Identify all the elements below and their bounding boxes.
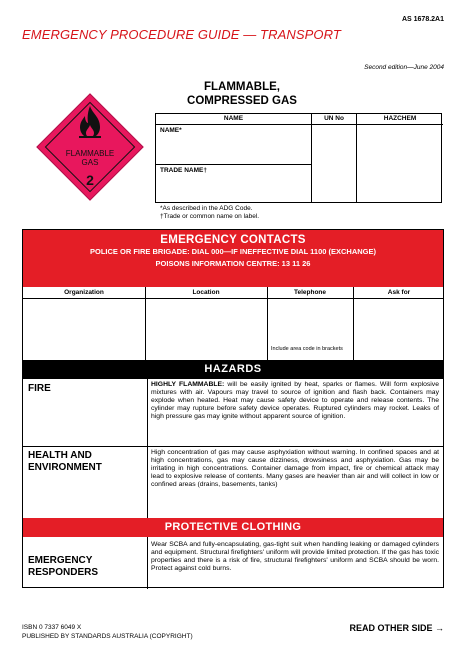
- footer-publication-info: [22, 623, 193, 641]
- responders-label: [28, 555, 98, 579]
- footnote-name: *As described in the ADG Code.: [160, 205, 253, 212]
- name-header: NAME: [156, 114, 311, 125]
- emergency-section: [22, 229, 444, 588]
- hazard-label-health-line1: HEALTH AND: [28, 450, 92, 461]
- emergency-contacts-title: EMERGENCY CONTACTS: [160, 234, 306, 246]
- un-number-column: [312, 114, 357, 202]
- hazard-text-health: High concentration of gas may cause asphyxiation without warning. In confined spaces and at high concentrations, gas may cause dizziness, drowsiness and asphyxiation. Gas may be irritating in high concentrations. Container damage from impact, fire or chemical attack may lead to explosive release of contents. Many gases are heavier than air and will collect in low or confined areas (drains, basements, tanks): [151, 449, 439, 488]
- telephone-header: Telephone: [293, 289, 327, 296]
- diamond-label-line1: FLAMMABLE: [65, 149, 115, 158]
- page-title: EMERGENCY PROCEDURE GUIDE — TRANSPORT: [22, 27, 341, 42]
- hazard-label-health: [28, 450, 102, 474]
- emergency-contacts-bar: [23, 230, 443, 287]
- class-label-line2: COMPRESSED GAS: [187, 95, 297, 107]
- responders-label-line2: RESPONDERS: [28, 567, 99, 578]
- hazard-row-health: [23, 447, 443, 518]
- location-header: Location: [192, 289, 220, 296]
- hazard-lead-fire: HIGHLY FLAMMABLE:: [151, 381, 225, 388]
- identification-table: [155, 113, 442, 203]
- standard-code: AS 1678.2A1: [401, 16, 444, 23]
- isbn: ISBN 0 7337 6049 X: [22, 624, 82, 631]
- trade-name-label: TRADE NAME†: [160, 167, 207, 174]
- read-other-side-link[interactable]: READ OTHER SIDE →: [349, 623, 444, 633]
- telephone-note: Include area code in brackets: [271, 346, 343, 352]
- hazards-bar: HAZARDS: [23, 360, 443, 379]
- flame-icon: [76, 105, 104, 139]
- name-divider: [156, 164, 311, 165]
- row-divider: [147, 447, 148, 518]
- responders-text: Wear SCBA and fully-encapsulating, gas-tight suit when handling leaking or damaged cylinders and equipment. Structural firefighters' uniform will provide limited protection. If the gas has toxic properties and there is a risk of fire, structural firefighters' uniform and SCBA should be worn. Protect against cold burns.: [151, 541, 439, 572]
- diamond-label: [50, 149, 130, 167]
- column-divider: [353, 287, 354, 360]
- hazard-label-health-line2: ENVIRONMENT: [28, 462, 102, 473]
- diamond-label-line2: GAS: [81, 158, 99, 167]
- row-divider: [147, 537, 148, 589]
- contacts-table-header: [23, 287, 443, 299]
- column-divider: [145, 287, 146, 360]
- protective-clothing-bar: PROTECTIVE CLOTHING: [23, 518, 443, 537]
- row-divider: [147, 379, 148, 446]
- responders-label-line1: EMERGENCY: [28, 555, 93, 566]
- class-label-line1: FLAMMABLE,: [203, 81, 280, 93]
- footnote-trade-name: †Trade or common name on label.: [160, 213, 260, 220]
- hazard-diamond: [36, 93, 144, 201]
- poisons-line: POISONS INFORMATION CENTRE: 13 11 26: [155, 259, 311, 268]
- ask-for-header: Ask for: [387, 289, 411, 296]
- hazchem-header: HAZCHEM: [357, 114, 443, 125]
- name-label: NAME*: [160, 127, 182, 134]
- police-fire-line: POLICE OR FIRE BRIGADE: DIAL 000—IF INEFFECTIVE DIAL 1100 (EXCHANGE): [89, 247, 377, 256]
- hazard-label-fire: FIRE: [28, 383, 51, 394]
- protective-row-responders: [23, 537, 443, 589]
- column-divider: [267, 287, 268, 360]
- organization-header: Organization: [64, 289, 104, 296]
- publisher: PUBLISHED BY STANDARDS AUSTRALIA (COPYRIGHT): [22, 633, 193, 640]
- hazard-row-fire: [23, 379, 443, 447]
- class-label: [172, 80, 312, 108]
- hazard-body-fire: will be easily ignited by heat, sparks or flames. Will form explosive mixtures with air. Vapours may travel to source of ignition and flash back. Containers may explode when heated. Heat may cause safety device to operate and release contents. The cylinder may rupture before safety device operates. Ruptured cylinders may rocket. Leaks of high pressure gas may ignite without apparent source of ignition.: [151, 381, 439, 420]
- un-number-header: UN No: [312, 114, 356, 125]
- name-column: [156, 114, 312, 202]
- hazard-text-fire: [151, 381, 439, 421]
- edition-note: Second edition—June 2004: [364, 64, 444, 71]
- diamond-class-number: 2: [86, 172, 94, 188]
- hazchem-column: [357, 114, 443, 202]
